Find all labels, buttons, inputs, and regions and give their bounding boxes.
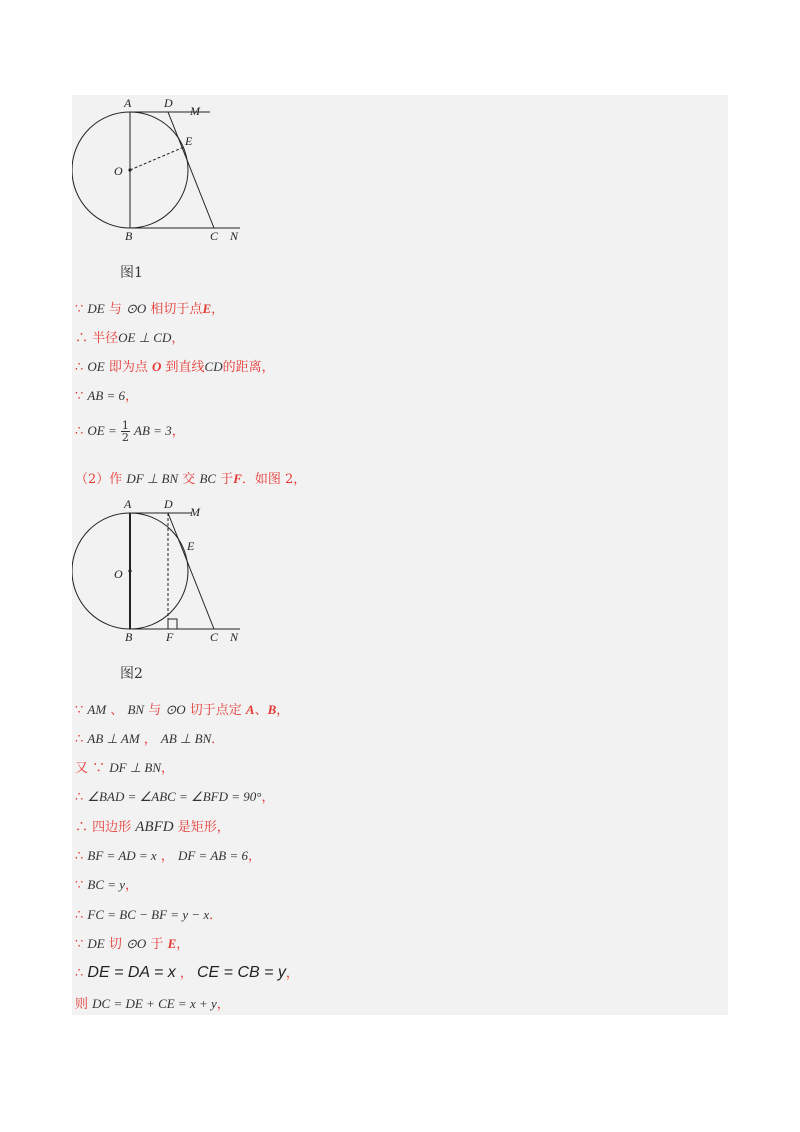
line-1: ∵ DE 与 ⊙O 相切于点E， (75, 301, 225, 317)
label-c: C (210, 630, 219, 644)
label-o: O (114, 164, 123, 178)
line-12: ∴ BF = AD = x ， DF = AB = 6， (75, 848, 262, 864)
figure-1-diagram (72, 95, 272, 245)
label-b: B (125, 229, 133, 243)
label-d: D (164, 96, 173, 110)
label-c: C (210, 229, 219, 243)
label-a: A (124, 96, 132, 110)
line-17: 则 DC = DE + CE = x + y， (75, 996, 230, 1012)
label-f: F (166, 630, 174, 644)
label-m: M (190, 104, 200, 118)
line-13: ∵ BC = y， (75, 877, 139, 893)
fraction-half: $\frac{1}{2}$ (121, 419, 129, 444)
figure-2-caption: 图2 (120, 666, 143, 682)
label-o: O (114, 567, 123, 581)
label-d: D (164, 497, 173, 511)
line-15: ∵ DE 切 ⊙O 于 E， (75, 936, 190, 952)
line-3: ∴ OE 即为点 O 到直线CD的距离， (75, 359, 275, 375)
figure-1-caption: 图1 (120, 265, 143, 281)
line-2: ∴ 半径OE ⊥ CD， (75, 330, 185, 346)
line-10: ∴ ∠BAD = ∠ABC = ∠BFD = 90°， (75, 789, 275, 805)
label-m: M (190, 505, 200, 519)
figure-2 (72, 496, 272, 646)
line-9: 又 ∵ DF ⊥ BN， (75, 760, 175, 776)
label-b: B (125, 630, 133, 644)
figure-1 (72, 95, 272, 245)
line-7: ∵ AM 、 BN 与 ⊙O 切于点定 A、B， (75, 702, 290, 718)
label-e: E (187, 539, 195, 553)
line-5: ∴ OE = $\frac{1}{2}$ AB = 3， (75, 419, 185, 444)
line-6: （2）作 DF ⊥ BN 交 BC 于F．如图 2， (75, 471, 307, 487)
figure-2-diagram (72, 496, 272, 646)
label-n: N (230, 229, 239, 243)
line-16: ∴ DE = DA = x ， CE = CB = y， (75, 964, 299, 981)
line-8: ∴ AB ⊥ AM ， AB ⊥ BN． (75, 731, 225, 747)
label-a: A (124, 497, 132, 511)
line-11: ∴ 四边形 ABFD 是矩形， (75, 819, 230, 835)
line-14: ∴ FC = BC − BF = y − x． (75, 907, 223, 923)
label-e: E (185, 134, 193, 148)
label-n: N (230, 630, 239, 644)
line-4: ∵ AB = 6， (75, 388, 139, 404)
